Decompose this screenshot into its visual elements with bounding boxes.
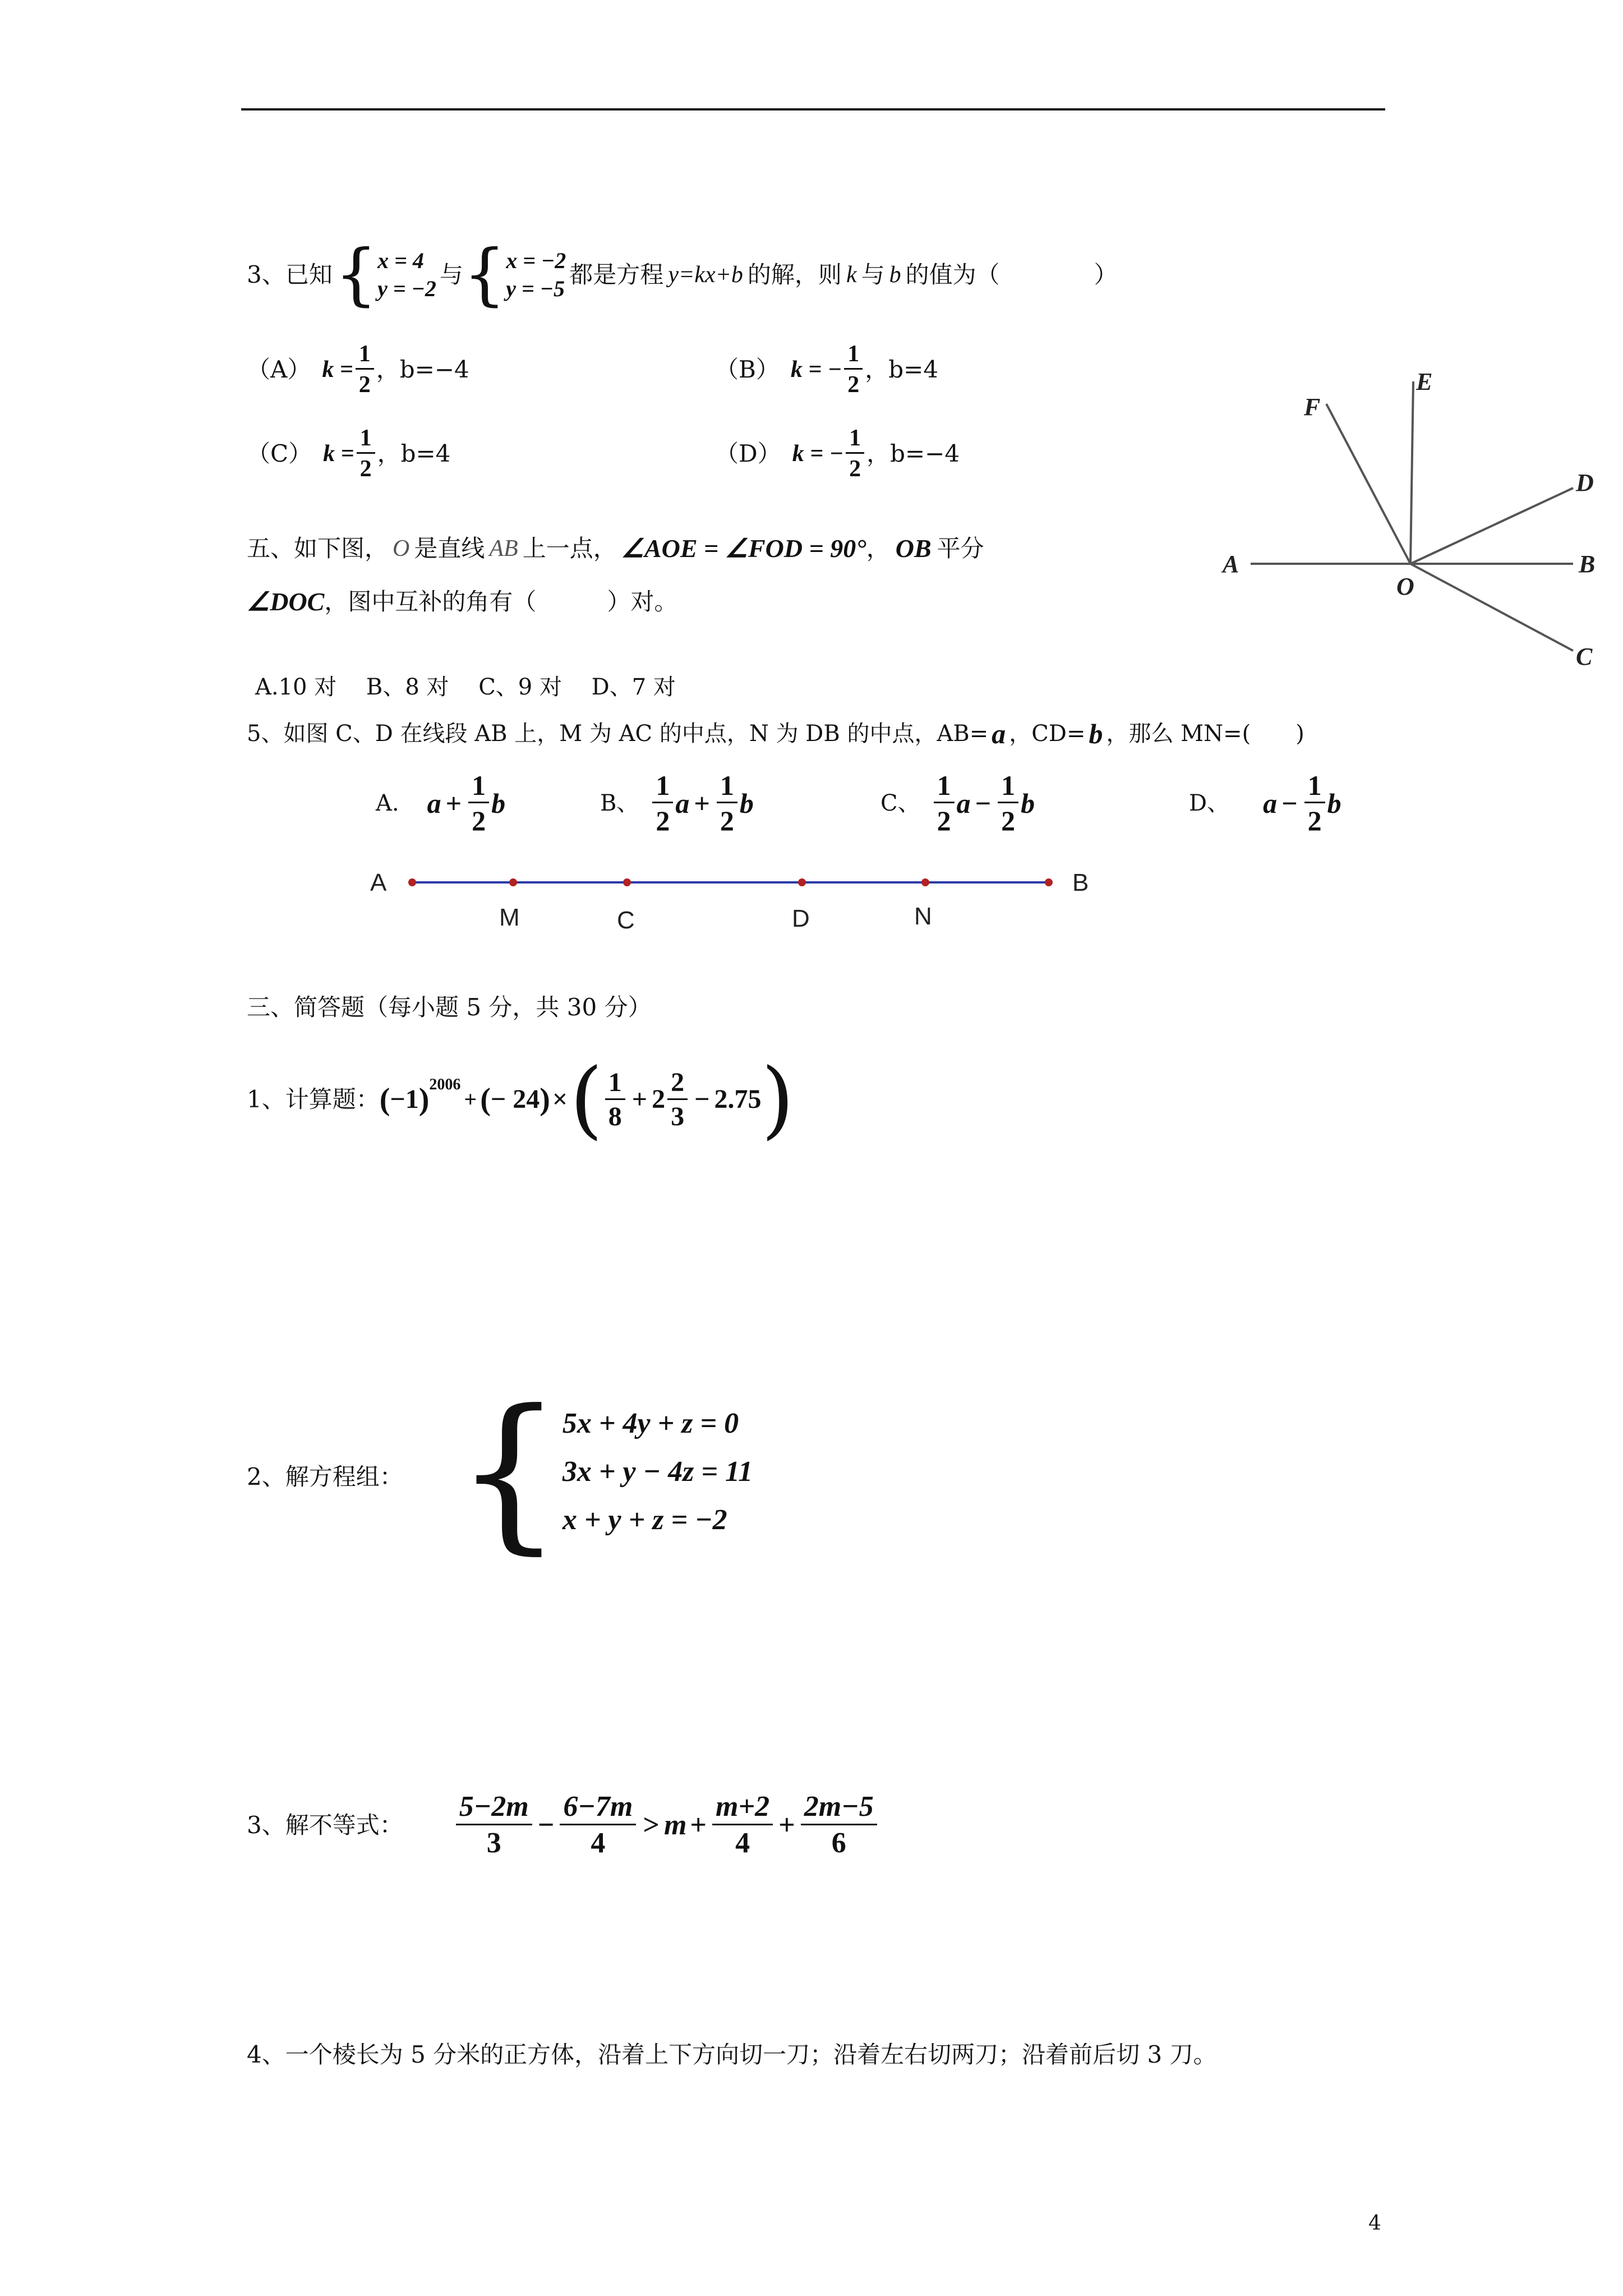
point-b xyxy=(1045,878,1053,886)
segment-option-a: A. a + $\frac{1}{2}$ b xyxy=(376,770,506,836)
line-ab: AB xyxy=(489,536,518,562)
q3-text-a: 都是方程 xyxy=(569,261,664,288)
label-n: N xyxy=(914,903,932,930)
option-rest: ，b=4 xyxy=(377,439,451,467)
q3-and: 与 xyxy=(861,261,885,288)
segment-option-d: D、 a − $\frac{1}{2}$ b xyxy=(1189,770,1341,836)
numerator: 1 xyxy=(844,342,863,370)
fraction xyxy=(357,426,375,481)
text: ，CD= xyxy=(1009,721,1086,747)
var-b: b xyxy=(1089,718,1103,749)
q3-prefix: 3、已知 xyxy=(247,261,333,288)
problem-1: 1、计算题： ( −1 ) 2006 + ( − 24 ) × ( $\frac{1}{8}$ + 2 $\frac{2}{3}$ − 2.75 ) xyxy=(247,1051,795,1148)
option-k: k = − xyxy=(790,356,842,383)
segment-option-c: C、 $\frac{1}{2}$ a − $\frac{1}{2}$ b xyxy=(880,770,1035,836)
label-f: F xyxy=(1304,393,1321,421)
option-k: k = xyxy=(322,356,353,383)
numerator: 1 xyxy=(357,426,375,454)
problem-label: 2、解方程组： xyxy=(247,1463,403,1490)
fraction: $\frac{1}{2}$ xyxy=(652,771,673,835)
header-rule xyxy=(241,108,1385,111)
option-label: A. xyxy=(376,790,399,816)
option-label: （D） xyxy=(715,439,781,467)
q3-option-b xyxy=(715,342,938,397)
system-1-row-1: x = 4 xyxy=(377,248,424,273)
option-rest: ，b=−4 xyxy=(376,355,469,383)
numerator: 1 xyxy=(846,426,864,454)
text: 5、如图 C、D 在线段 AB 上，M 为 AC 的中点，N 为 DB 的中点，AB= xyxy=(247,721,989,747)
page-number-text: 4 xyxy=(1368,2212,1381,2235)
system-2-row-2: y = −5 xyxy=(506,276,565,301)
label-o: O xyxy=(1396,573,1414,600)
option-label: （A） xyxy=(247,355,311,383)
fraction: $\frac{1}{2}$ xyxy=(468,771,489,835)
ob: OB xyxy=(895,534,932,563)
angle-question-line-1 xyxy=(247,536,984,562)
fraction: $\frac{1}{2}$ xyxy=(717,771,737,835)
equation-row: 5x + 4y + z = 0 xyxy=(562,1407,739,1439)
option-label: D、 xyxy=(1189,790,1230,816)
label-m: M xyxy=(499,904,520,931)
var-a: a xyxy=(992,718,1006,749)
angle-question-line-2 xyxy=(247,589,677,615)
label-d: D xyxy=(792,905,810,932)
page-number xyxy=(1368,2214,1381,2234)
text: ，图中互补的角有（ ）对。 xyxy=(324,588,678,615)
problem-4 xyxy=(247,2043,1217,2067)
segment-question xyxy=(247,720,1304,748)
denominator: 2 xyxy=(847,372,860,398)
ray-oe xyxy=(1410,381,1413,564)
option-rest: ，b=4 xyxy=(865,355,939,383)
label-a: A xyxy=(370,869,387,896)
label-c: C xyxy=(617,907,635,934)
brace-2: { xyxy=(463,236,506,314)
q3-text-c: 的值为（ ） xyxy=(905,261,1118,288)
q3-k: k xyxy=(846,262,857,288)
q3-text-b: 的解，则 xyxy=(747,261,842,288)
fraction: $\frac{5-2m}{3}$ xyxy=(456,1792,532,1858)
fraction: $\frac{2}{3}$ xyxy=(667,1069,688,1130)
fraction xyxy=(356,342,374,397)
fraction xyxy=(846,426,864,481)
ray-oc xyxy=(1410,564,1573,651)
text: 五、如下图， xyxy=(247,535,389,562)
text: 上一点， xyxy=(522,535,617,562)
brace-1: { xyxy=(334,236,378,314)
question-3 xyxy=(247,236,1118,314)
equation-row: x + y + z = −2 xyxy=(562,1503,727,1536)
ray-od xyxy=(1410,488,1573,564)
label-b: B xyxy=(1579,550,1596,578)
denominator: 2 xyxy=(849,456,861,482)
option-k: k = xyxy=(323,440,354,467)
point-n xyxy=(921,878,929,886)
segment-diagram xyxy=(359,858,1110,948)
angle-equation: ∠AOE = ∠FOD = 90° xyxy=(621,534,866,563)
option-rest: ，b=−4 xyxy=(866,439,960,467)
system-1-row-2: y = −2 xyxy=(377,276,436,301)
fraction xyxy=(844,342,863,397)
point-d xyxy=(798,878,806,886)
denominator: 2 xyxy=(359,456,372,482)
q3-option-c xyxy=(247,426,450,481)
fraction: $\frac{1}{2}$ xyxy=(1304,771,1325,835)
equation-row: 3x + y − 4z = 11 xyxy=(562,1455,753,1488)
problem-label: 3、解不等式： xyxy=(247,1811,403,1839)
fraction: $\frac{1}{2}$ xyxy=(998,771,1018,835)
label-c: C xyxy=(1576,643,1593,670)
fraction: $\frac{2m-5}{6}$ xyxy=(801,1792,877,1858)
option-k: k = − xyxy=(792,440,844,467)
text: 平分 xyxy=(937,535,984,562)
fraction: $\frac{1}{8}$ xyxy=(605,1069,625,1130)
point-a xyxy=(408,878,416,886)
q3-option-d xyxy=(715,426,960,481)
q3-mid: 与 xyxy=(439,261,463,288)
q3-equation: y=kx+b xyxy=(668,262,743,288)
problem-3: 3、解不等式： $\frac{5-2m}{3}$ − $\frac{6-7m}{4}$ > m + $\frac{m+2}{4}$ + $\frac{2m-5}{6}$ xyxy=(247,1792,879,1858)
label-e: E xyxy=(1416,368,1433,395)
angle-diagram xyxy=(1211,365,1604,679)
problem-text: 4、一个棱长为 5 分米的正方体，沿着上下方向切一刀；沿着左右切两刀；沿着前后切 3 刀。 xyxy=(247,2041,1217,2068)
option-label: C、 xyxy=(880,790,920,816)
section-title: 三、简答题（每小题 5 分，共 30 分） xyxy=(247,993,652,1021)
denominator: 2 xyxy=(358,372,371,398)
angle-question-choices xyxy=(255,676,676,698)
text: ，那么 MN=( ) xyxy=(1106,721,1304,747)
option-label: （B） xyxy=(715,355,780,383)
q3-b: b xyxy=(889,262,901,288)
point-c xyxy=(623,878,631,886)
section-3-title xyxy=(247,993,652,1021)
system-2-row-1: x = −2 xyxy=(506,248,566,273)
label-a: A xyxy=(1223,550,1239,578)
problem-2-system: { 5x + 4y + z = 0 3x + y − 4z = 11 x + y + z = −2 xyxy=(455,1373,753,1570)
system-2 xyxy=(506,247,566,303)
ray-of xyxy=(1326,404,1410,564)
problem-label: 1、计算题： xyxy=(247,1085,380,1113)
point-o: O xyxy=(393,536,410,562)
problem-2-label xyxy=(247,1465,403,1489)
label-b: B xyxy=(1072,869,1089,896)
fraction: $\frac{1}{2}$ xyxy=(934,771,955,835)
numerator: 1 xyxy=(356,342,374,370)
system-1 xyxy=(377,247,436,303)
text: ， xyxy=(866,535,890,562)
text: 是直线 xyxy=(414,535,485,562)
option-label: （C） xyxy=(247,439,312,467)
q3-option-a xyxy=(247,342,469,397)
fraction: $\frac{6-7m}{4}$ xyxy=(560,1792,636,1858)
fraction: $\frac{m+2}{4}$ xyxy=(712,1792,773,1858)
segment-option-b: B、 $\frac{1}{2}$ a + $\frac{1}{2}$ b xyxy=(600,770,754,836)
option-label: B、 xyxy=(600,790,639,816)
point-m xyxy=(509,878,517,886)
choices: A.10 对 B、8 对 C、9 对 D、7 对 xyxy=(255,674,676,700)
angle-doc: ∠DOC xyxy=(247,587,325,616)
label-d: D xyxy=(1576,469,1594,496)
